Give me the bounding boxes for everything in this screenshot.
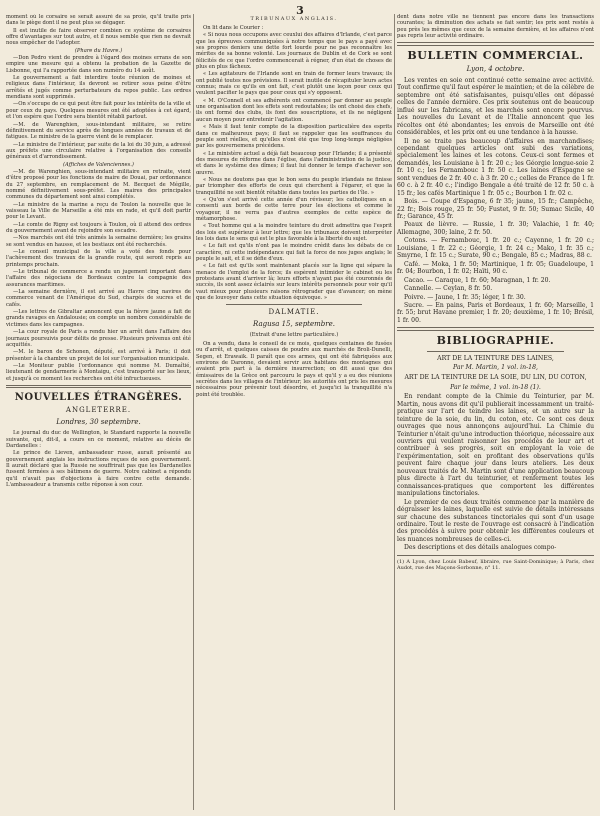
page-number: 3: [296, 4, 304, 17]
c2-paragraph: « Si nous nous occupons avec ceuxlui des affaires d'Irlande, c'est parce que les épreuves communiquées à notre temps que le pays a payé avec ses propres deniers une dette fort lourde pour ne pas reconnaître les mérites de sa bonne volonté. Les journaux de Dublin et de Cork se sont félicités de ce que l'ordre commencerait à régner, d'un état de choses de plus en plus fâcheux.: [196, 32, 392, 71]
c1-paragraph: —M. de Warenghien, sous-intendant militaire en retraite, vient d'être proposé pour les fonctions de maire de Douai, par ordonnance du 27 septembre, en remplacement de M. Becquet de Mégille, nommé définitivement sous-préfet. Les maires des principales communes du département sont ainsi complétés.: [6, 168, 191, 201]
c3-price-item: Peaux de lièvre. — Russie, 1 fr. 30; Valachie, 1 fr. 40; Allemagne, 300; laine, 2 fr. 50.: [397, 221, 594, 236]
c3-paragraph: Les ventes en soie ont continué cette semaine avec activité. Tout confirme qu'il faut espérer le maintien; et de la célèbre de septembre ont été satisfaisantes, puisqu'elles ont dépassé celles de l'année dernière. Ces prix soutenus ont de beaucoup influé sur les fabricans, et les marchés sont encore pourvus. Les nouvelles du Levant et de l'Italie annoncent que les récoltes ont été abondantes; les envois de Marseille ont été considérables, et les prix ont eu une tendance à la hausse.: [397, 76, 594, 137]
section-title-foreign-news: NOUVELLES ÉTRANGÈRES.: [14, 392, 183, 404]
c1-paragraph: —Le conseil municipal de la ville a voté des fonds pour l'achèvement des travaux de la grande route, qui seront repris au printemps prochain.: [6, 249, 191, 268]
c1-paragraph: —Nos marchés ont été très animés la semaine dernière; les grains se sont vendus en hausse, et les bestiaux ont été recherchés.: [6, 235, 191, 248]
c1-source: (Affiches de Valenciennes.): [63, 161, 134, 168]
c1-paragraph: —Le Moniteur publie l'ordonnance qui nomme M. Dumaîtié, lieutenant de gendarmerie à Montaigu, c'est transporté sur les lieux, et jusqu'à ce moment les recherches ont été infructueuses.: [6, 362, 191, 382]
c3-paragraph: Des descriptions et des détails analogues compo-: [404, 544, 557, 552]
c2-paragraph: « Qu'on s'est arrivé cette année d'un réviseur; les catholiques en a consenti aux bords de cette terre pour les élections et comme le voyageur, il ne verra pas d'autres exemples de cette espèce de métamorphose.: [196, 196, 392, 222]
c3-paragraph: dent dans notre ville ne tiennent pas encore dans les transactions courantes; la diminution des achats se fait sentir; les prix sont restés à peu près les mêmes que ceux de la semaine dernière, et les affaires n'ont pas repris leur activité ordinaire.: [397, 14, 594, 40]
c2-paragraph: « Le ministère actuel a déjà fait beaucoup pour l'Irlande; il a présenté des mesures de réforme dans l'église, dans l'administration de la justice, et dans le système des dîmes; il faut lui donner le temps d'achever son œuvre.: [196, 150, 392, 176]
c3-price-item: Poivre. — Jaune, 1 fr. 35; léger, 1 fr. 30.: [404, 293, 526, 301]
book-title: ART DE LA TEINTURE DE LA SOIE, DU LIN, DU COTON,: [404, 374, 587, 382]
subsection-title-england: ANGLETERRE.: [65, 406, 132, 415]
c1-paragraph: —Don Pedro vient de prendre à l'égard des moines errans de son empire une mesure qui a obtenu la probation de la Gazette de Lisbonne, qui l'a rapportée dans son numéro du 14 août.: [6, 55, 191, 74]
dateline-london: Londres, 30 septembre.: [56, 418, 141, 427]
section-divider: [397, 42, 594, 46]
column-1: [6, 14, 191, 812]
c2-paragraph: « Les agitateurs de l'Irlande sont en train de former leurs travaux; ils ont publié toutes nos prévisions. Il serait inutile de récapituler leurs actes connus; mais ce qu'ils en ont fait, c'est plutôt une leçon pour ceux qui veulent pacifier le pays que pour ceux qui s'y opposent.: [196, 71, 392, 97]
c1-paragraph: Il est inutile de faire observer combien ce système de corsaires offre d'avantages sur tout autre, et il nous semble que rien ne devrait nous empêcher de l'adopter.: [6, 27, 191, 47]
column-rule-1: [193, 14, 194, 810]
dateline-lyon: Lyon, 4 octobre.: [466, 64, 525, 73]
book-title: ART DE LA TEINTURE DES LAINES,: [437, 354, 554, 362]
section-divider: [6, 385, 191, 389]
c1-paragraph: —La semaine dernière, il est arrivé au Havre cinq navires de commerce venant de l'Amérique du Sud, chargés de sucres et de cafés.: [6, 289, 191, 308]
section-divider: [397, 327, 594, 331]
c1-paragraph: —M. de Warenghien, sous-intendant militaire, se retire définitivement du service après de longues années de travaux et de fatigues. Le ministre de la guerre vient de le remplacer.: [6, 121, 191, 141]
section-divider: [226, 304, 362, 305]
c3-price-item: Bois. — Coupe d'Espagne, 6 fr 35; jaune, 15 fr.; Campêche, 22 fr.; Bois rouge, 25 fr. 50; Fustet, 9 fr. 50; Sumac Sicile, 40 fr.; Garance, 45 fr.: [397, 198, 594, 221]
letter-note: (Extrait d'une lettre particulière.): [249, 332, 339, 339]
section-title-bibliography: BIBLIOGRAPHIE.: [436, 333, 555, 347]
footnote-divider: [397, 555, 594, 556]
c2-paragraph: « Le fait est qu'ils sont maintenant placés sur la ligne qui sépare la menace de l'emploi de la force; ils espèrent intimider le cabinet ou les protestans avant d'arriver là; leurs efforts n'ayant pas été couronnés de succès, ils sont assez éclairés sur leurs intérêts personnels pour voir qu'il vaut mieux pour plusieurs raisons rétrograder que d'avancer; on mène que de louvoyer dans cette situation équivoque. »: [196, 263, 392, 302]
section-title-bulletin: BULLETIN COMMERCIAL.: [407, 48, 584, 62]
c3-price-item: Cacao. — Caraque, 1 fr. 60; Maragnan, 1 fr. 20.: [404, 276, 551, 284]
c3-paragraph: En rendant compte de la Chimie du Teinturier, par M. Martin, nous avons dit qu'il publierait incessamment un traité-pratique sur l'art de teindre les laines, et un autre sur la teinture de la soie, du lin, du coton, etc. Ce sont ces deux ouvrages que nous annonçons aujourd'hui. La Chimie du Teinturier n'était qu'une introduction théorique, nécessaire aux ouvriers qui veulent raisonner les procédés de leur art et contribuer à ses progrès, soit en employant la voie de l'expérimentation, soit en profitant des observations qu'ils peuvent faire chaque jour dans leurs ateliers. Les deux nouveaux traités de M. Martin sont d'une application beaucoup plus directe à l'art du teinturier, et renferment toutes les connaissances-pratiques que comportent les différentes manipulations tinctoriales.: [397, 393, 594, 498]
c1-paragraph: —Le ministre de l'intérieur, par suite de la loi du 30 juin, a adressé aux préfets une circulaire relative à l'organisation des conseils généraux et d'arrondissement.: [6, 141, 191, 161]
c3-price-item: Cannelle. — Ceylan, 8 fr. 50.: [404, 285, 493, 293]
column-rule-2: [394, 14, 395, 810]
c2-paragraph: On a vendu, dans le conseil de ce mois, quelques centaines de fusées ou d'arrêt, et quelques caisses de poudre aux marchés de Broli-Dunelli, Segen, et Erawaik. Il paraît que ces armes, qui ont été fabriquées aux environs de Daronne, devaient servir aux habitans des montagnes qui avaient pris part à la dernière insurrection; on dit aussi que des émissaires de la Grèce ont parcouru le pays et qu'il y a eu des réunions secrètes dans les villages de l'intérieur; les autorités ont pris les mesures nécessaires pour prévenir tout désordre, et jusqu'ici la tranquillité n'a point été troublée.: [196, 340, 392, 398]
dateline-ragusa: Ragusa 15, septembre.: [253, 320, 335, 329]
c1-paragraph: —Le tribunal de commerce a rendu un jugement important dans l'affaire des négocians de Bordeaux contre la compagnie des assurances maritimes.: [6, 269, 191, 288]
c3-price-item: Café. — Moka, 1 fr. 50; Martinique, 1 fr. 05; Guadeloupe, 1 fr. 04; Bourbon, 1 fr. 02; Haïti, 90 c.: [397, 260, 594, 276]
c1-paragraph: Le prince de Lieven, ambassadeur russe, aurait présenté au gouvernement anglais les instructions reçues de son gouvernement. Il aurait déclaré que la Russie ne souffrirait pas que les Dardanelles fussent fermées à ses bâtimens de guerre. Notre cabinet a répondu qu'il n'avait pas d'objections à faire contre cette demande. L'ambassadeur a transmis cette réponse à son cour.: [6, 450, 191, 489]
c1-paragraph: —Le ministre de la marine a reçu de Toulon la nouvelle que le vaisseau la Ville de Marseille a été mis en rade, et qu'il doit partir pour le Levant.: [6, 201, 191, 221]
book-author: Par le même, 1 vol. in-18 (1).: [450, 383, 541, 391]
column-3: [397, 14, 594, 812]
c1-paragraph: —M. le baron de Schonen, député, est arrivé à Paris; il doit présenter à la chambre un projet de loi sur l'organisation municipale.: [6, 349, 191, 362]
c1-paragraph: moment où le corsaire se serait assuré de sa proie, qu'il traite pris dans le piège dont il ne peut plus se dégager.: [6, 14, 191, 27]
c1-paragraph: —On s'occupe de ce qui peut être fait pour les intérêts de la ville et pour ceux du pays. Quelques mesures ont été adoptées à cet égard, et l'on espère que l'ordre sera bientôt rétabli partout.: [6, 101, 191, 121]
c2-paragraph: « Tout homme qui a la moindre teinture du droit admettra que l'esprit des lois est supérieur à leur lettre; que les tribunaux doivent interpréter les lois dans le sens qui est le plus favorable à la liberté du sujet.: [196, 223, 392, 242]
c1-paragraph: —La cour royale de Paris a rendu hier un arrêt dans l'affaire des journaux poursuivis pour délits de presse. Plusieurs prévenus ont été acquittés.: [6, 329, 191, 348]
c3-paragraph: Le premier de ces deux traités commence par la manière de dégraisser les laines, laquelle est suivie de détails intéressans sur chacune des substances tinctoriales qui sont d'un usage ordinaire. Tout le reste de l'ouvrage est consacré à l'indication des procédés à suivre pour obtenir les différentes couleurs et les nuances nombreuses de celles-ci.: [397, 498, 594, 543]
c1-paragraph: Le journal du duc de Wellington, le Standard rapporte la nouvelle suivante, qui, dit-il, a cours en ce moment, relative au décès de Dardanelles :: [6, 430, 191, 450]
c3-price-item: Cotons. — Fernambouc, 1 fr. 20 c.; Cayenne, 1 fr. 20 c.; Louisiane, 1 fr. 22 c.; Géorgie, 1 fr. 24 c.; Mako, 1 fr. 35 c.; Smyrne, 1 fr. 15 c.; Surate, 90 c.; Bengale, 85 c.; Madras, 88 c.: [397, 237, 594, 260]
c1-paragraph: —Les lettres de Gibraltar annoncent que la fièvre jaune a fait de grands ravages en Andalousie; on compte un nombre considérable de victimes dans les campagnes.: [6, 309, 191, 328]
footnote: (1) A Lyon, chez Louis Babeuf, libraire, rue Saint-Dominique; à Paris, chez Audot, rue des Maçons-Sorbonne, n° 11.: [397, 558, 594, 571]
c3-paragraph: Il ne se traite pas beaucoup d'affaires en marchandises; cependant quelques articles ont subi des variations, spécialement les laines et les cotons. Ceux-ci sont fermes et demandés, les Louisiane à 1 fr. 20 c.; les Géorgie longue-soie 2 fr. 10 c.; les Fernambouc 1 fr. 50 c. Les laines d'Espagne se sont vendues de 2 fr. 40 c. à 3 fr. 20 c.; celles de France de 1 fr. 60 c. à 2 fr. 40 c.; l'indigo Bengale a été traité de 12 fr. 50 c. à 15 fr.; les cafés Martinique 1 fr. 05 c.; Bourbon 1 fr. 02 c.: [397, 137, 594, 197]
c3-price-item: Sucre. — En pains, Paris et Bordeaux, 1 fr. 60; Marseille, 1 fr. 55; brut Havane premier, 1 fr. 20; deuxième, 1 fr. 10; Brésil, 1 fr. 00.: [397, 302, 594, 324]
c2-paragraph: On lit dans le Courier :: [203, 25, 264, 31]
kicker: TRIBUNAUX ANGLAIS.: [250, 16, 338, 22]
c1-paragraph: —Le comte de Rigny est toujours à Toulon, où il attend des ordres du gouvernement avant de rejoindre son escadre.: [6, 221, 191, 234]
section-divider: [427, 351, 564, 352]
book-author: Par M. Martin, 1 vol. in-18,: [452, 364, 539, 372]
c2-paragraph: « Le fait est qu'ils n'ont pas le moindre crédit dans les débats de ce caractère, ni cette indépendance qui fait la force de nos juges anglais; le peuple le sait, et il se défie d'eux.: [196, 243, 392, 263]
c2-paragraph: « M. O'Connell et ses adhérents ont commencé par donner au peuple une organisation dont les effets sont redoutables; ils ont choisi des chefs, ils ont formé des clubs, ils font des souscriptions, et ils ne négligent aucun moyen pour entretenir l'agitation.: [196, 97, 392, 123]
c1-paragraph: Le gouvernement a fait interdire toute réunion de moines et religieux dans l'intérieur, ils devront se retirer sous peine d'être arrêtés et jugés comme perturbateurs du repos public. Les ordres mendians sont supprimés.: [6, 75, 191, 101]
subsection-title-dalmatia: DALMATIE.: [268, 308, 320, 317]
c1-source: (Phare du Havre.): [74, 47, 123, 54]
c2-paragraph: « Mais il faut tenir compte de la disposition particulière des esprits dans ce malheureux pays; il faut se rappeler que les souffrances du peuple sont réelles, et qu'elles n'ont été que trop long-temps négligées par les gouvernemens précédens.: [196, 124, 392, 150]
c2-paragraph: « Nous ne doutons pas que le bon sens du peuple irlandais ne finisse par triompher des efforts de ceux qui cherchent à l'égarer, et que la tranquillité ne soit bientôt rétablie dans toutes les parties de l'île. »: [196, 176, 392, 196]
column-2: [196, 14, 392, 812]
